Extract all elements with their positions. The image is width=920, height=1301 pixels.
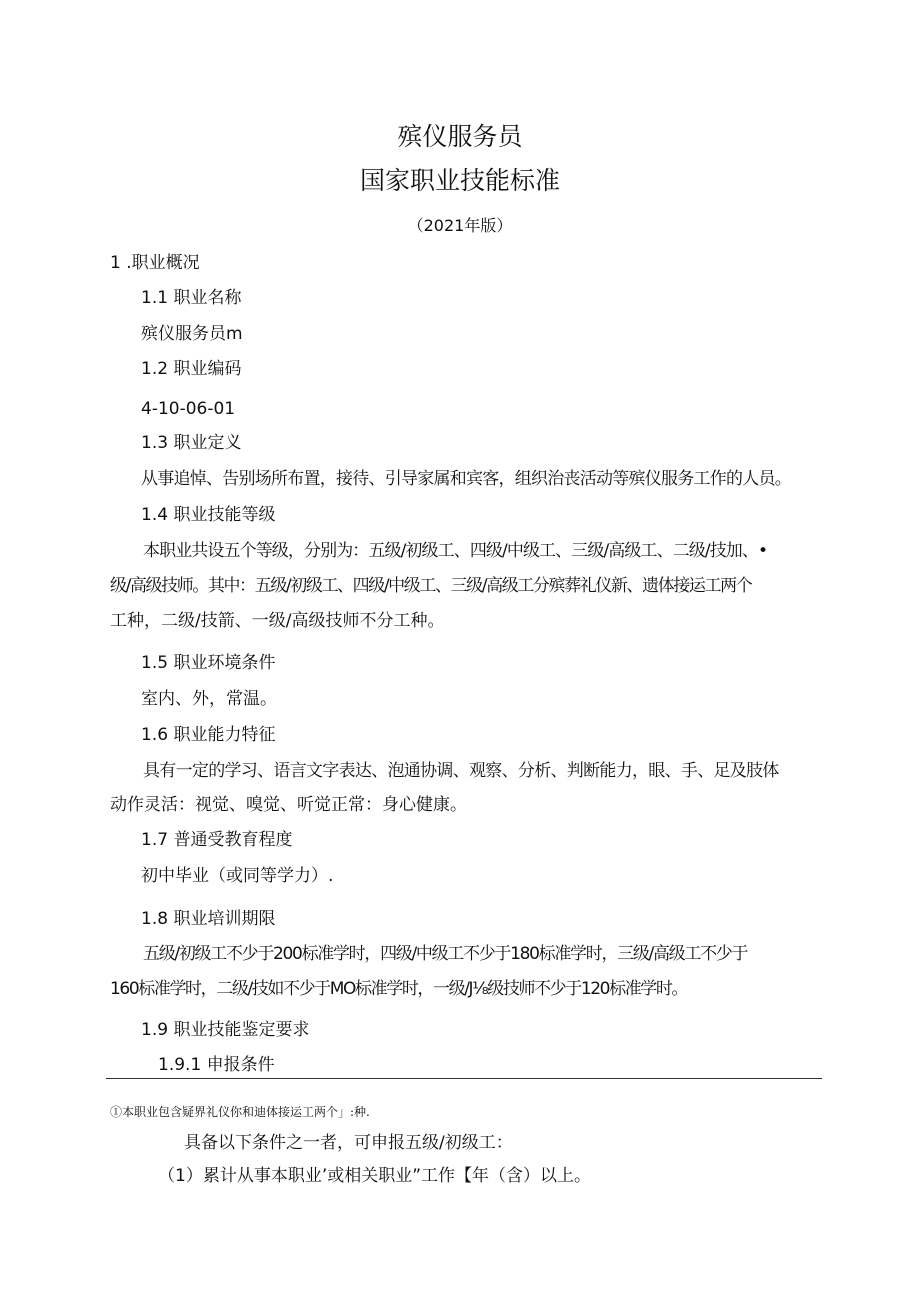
paragraph: 动作灵活：视觉、嗅觉、听觉正常：身心健康。	[110, 795, 467, 815]
subsection-heading: 1.6 职业能力特征	[141, 725, 276, 745]
paragraph: 本职业共设五个等级，分别为：五级/初级工、四级/中级工、三级/高级工、二级/技加、•	[143, 541, 768, 561]
subsection-heading: 1.8 职业培训期限	[141, 909, 276, 929]
paragraph: 工种，二级/技箭、一级/高级技师不分工种。	[110, 611, 445, 631]
paragraph: 殡仪服务员m	[141, 324, 243, 344]
section-heading: 1 .职业概况	[110, 253, 200, 273]
subsection-heading: 1.9.1 申报条件	[158, 1055, 275, 1075]
paragraph: 160标准学时，二级/技如不少于MO标准学时，一级/J⅛级技师不少于120标准学时。	[110, 979, 688, 999]
paragraph: 具有一定的学习、语言文字表达、泡通协调、观察、分析、判断能力，眼、手、足及肢体	[143, 761, 779, 781]
document-edition: （2021年版）	[407, 216, 513, 235]
paragraph: 室内、外，常温。	[141, 689, 277, 709]
footnote-divider	[106, 1078, 822, 1079]
subsection-heading: 1.3 职业定义	[141, 433, 242, 453]
document-title: 殡仪服务员	[397, 122, 523, 151]
footnote: ①本职业包含疑界礼仪你和迪体接运工两个」:种.	[110, 1105, 370, 1119]
paragraph: 从事追悼、告别场所布置，接待、引导家属和宾客，组织治丧活动等殡仪服务工作的人员。	[141, 469, 791, 489]
subsection-heading: 1.5 职业环境条件	[141, 653, 276, 673]
paragraph: 具备以下条件之一者，可申报五级/初级工：	[184, 1133, 513, 1153]
paragraph: 级/高级技师。其中：五级/初级工、四级/中级工、三级/高级工分殡葬礼仪新、遗体接运工两个	[110, 576, 752, 596]
subsection-heading: 1.7 普通受教育程度	[141, 830, 293, 850]
paragraph: 4-10-06-01	[141, 399, 236, 419]
subsection-heading: 1.4 职业技能等级	[141, 505, 276, 525]
document-subtitle: 国家职业技能标准	[359, 166, 560, 195]
subsection-heading: 1.9 职业技能鉴定要求	[141, 1020, 310, 1040]
subsection-heading: 1.1 职业名称	[141, 288, 242, 308]
paragraph: 初中毕业（或同等学力）.	[141, 866, 334, 886]
paragraph: （1）累计从事本职业’或相关职业”工作【年（含）以上。	[158, 1166, 592, 1186]
subsection-heading: 1.2 职业编码	[141, 359, 242, 379]
paragraph: 五级/初级工不少于200标准学时，四级/中级工不少于180标准学时，三级/高级工不少于	[143, 944, 748, 964]
